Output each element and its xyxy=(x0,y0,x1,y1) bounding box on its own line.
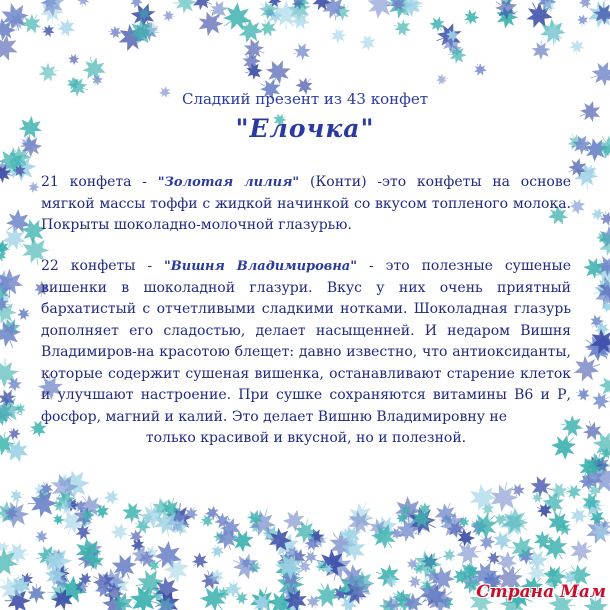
maple-leaf-icon xyxy=(66,51,82,66)
maple-leaf-icon xyxy=(121,501,146,525)
maple-leaf-icon xyxy=(40,23,56,38)
maple-leaf-icon xyxy=(305,593,322,610)
maple-leaf-icon xyxy=(575,386,592,402)
maple-leaf-icon xyxy=(461,7,482,28)
maple-leaf-icon xyxy=(590,389,610,411)
maple-leaf-icon xyxy=(80,53,108,82)
maple-leaf-icon xyxy=(373,562,403,590)
maple-leaf-icon xyxy=(32,528,50,545)
maple-leaf-icon xyxy=(567,536,597,565)
maple-leaf-icon xyxy=(108,520,132,544)
candy-paragraph-cherry xyxy=(41,256,571,450)
maple-leaf-icon xyxy=(128,0,145,9)
candy-paragraph-golden-lily xyxy=(41,172,571,237)
maple-leaf-icon xyxy=(9,488,25,503)
maple-leaf-icon xyxy=(391,18,412,38)
maple-leaf-icon xyxy=(455,540,482,565)
candy-name-golden-lily: "Золотая лилия" xyxy=(157,175,300,190)
maple-leaf-icon xyxy=(532,40,549,59)
candy-description: - это полезные сушеные вишенки в шоколадной глазури. Вкус у них очень приятный бархатистый с отчетливыми сладкими нотками. Шоколадная глазурь дополняет его сладостью, делает насыщенней. И недаром Вишня Владимиров-на красотою блещет: давно известно, что антиоксиданты, которые содержит сушеная вишенка, останавливают старение клеток и улучшают настроение. При сушке сохраняются витамины В6 и Р, фосфор, магний и калий. Это делает Вишню Владимировну не xyxy=(41,258,571,425)
maple-leaf-icon xyxy=(107,26,122,39)
maple-leaf-icon xyxy=(188,550,210,572)
maple-leaf-icon xyxy=(28,490,57,516)
maple-leaf-icon xyxy=(468,483,498,515)
maple-leaf-icon xyxy=(472,61,489,78)
maple-leaf-icon xyxy=(208,0,229,19)
maple-leaf-icon xyxy=(587,60,610,89)
maple-leaf-icon xyxy=(37,62,60,83)
candy-count: 22 конфеты - xyxy=(41,258,164,274)
gift-title: "Елочка" xyxy=(235,114,375,143)
maple-leaf-icon xyxy=(50,512,65,528)
candy-description-last-line: только красивой и вкусной, но и полезной. xyxy=(145,430,467,446)
site-watermark: Страна Мам xyxy=(476,582,606,602)
maple-leaf-icon xyxy=(26,179,41,194)
candy-maker: (Конти) xyxy=(310,174,367,190)
maple-leaf-icon xyxy=(17,307,32,321)
maple-leaf-icon xyxy=(28,583,45,602)
maple-leaf-icon xyxy=(563,481,584,501)
maple-leaf-icon xyxy=(529,474,555,498)
maple-leaf-icon xyxy=(441,546,459,564)
candy-count: 21 конфета - xyxy=(41,174,158,190)
maple-leaf-icon xyxy=(102,487,123,508)
maple-leaf-icon xyxy=(77,0,90,8)
maple-leaf-icon xyxy=(197,582,232,610)
gift-intro: Сладкий презент из 43 конфет xyxy=(181,90,429,108)
maple-leaf-icon xyxy=(173,0,196,13)
maple-leaf-icon xyxy=(436,73,449,85)
maple-leaf-icon xyxy=(291,42,312,62)
maple-leaf-icon xyxy=(570,39,584,55)
maple-leaf-icon xyxy=(162,10,176,23)
candy-name-cherry: "Вишня Владимировна" xyxy=(164,259,358,274)
maple-leaf-icon xyxy=(576,14,589,28)
maple-leaf-icon xyxy=(330,26,346,44)
candy-description: -это конфеты на основе мягкой массы тоффи с жидкой начинкой со вкусом топленого молока. Покрыты шоколадно-молочной глазурью. xyxy=(41,174,572,233)
maple-leaf-icon xyxy=(209,542,225,559)
maple-leaf-icon xyxy=(360,34,378,51)
